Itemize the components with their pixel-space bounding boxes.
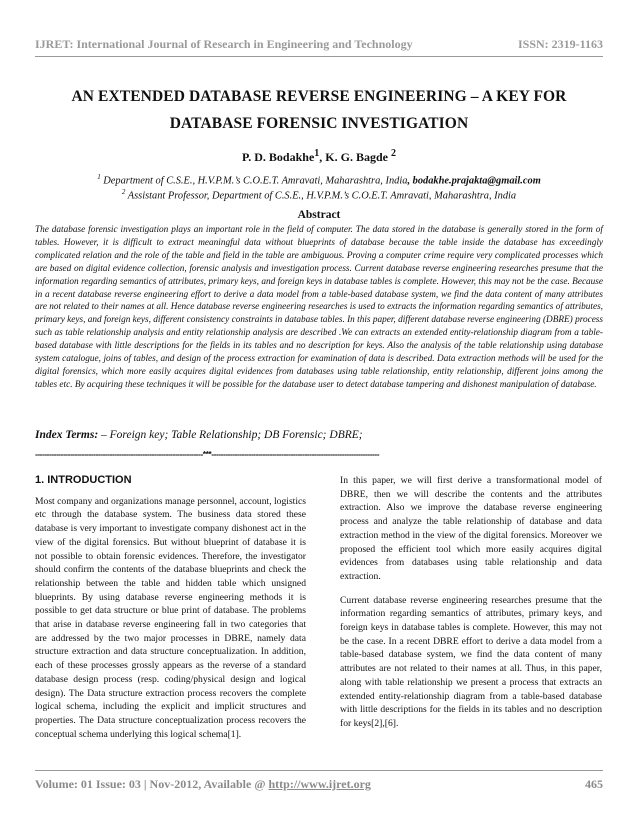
section-separator: ------------------------------------------------------------------------***------------------------------------------------------------------------ <box>35 449 380 459</box>
index-terms <box>35 429 603 441</box>
author-2: K. G. Bagde <box>325 150 388 164</box>
footer-link[interactable]: http://www.ijret.org <box>268 777 371 791</box>
affiliation-2 <box>35 185 603 203</box>
issn: ISSN: 2319-1163 <box>517 37 603 51</box>
index-terms-label: Index Terms: <box>35 429 99 441</box>
authors <box>35 148 603 165</box>
abstract-heading: Abstract <box>297 209 341 221</box>
journal-name: IJRET: International Journal of Research in Engineering and Technology <box>35 37 413 51</box>
index-terms-text: – Foreign key; Table Relationship; DB Forensic; DBRE; <box>98 429 363 441</box>
header-rule <box>35 56 603 57</box>
title-line-2: DATABASE FORENSIC INVESTIGATION <box>169 115 469 132</box>
aff-2-text: Assistant Professor, Department of C.S.E., H.V.P.M.’s C.O.E.T. Amravati, Maharashtra, India <box>125 190 517 202</box>
page-number: 465 <box>585 777 603 791</box>
aff-2-sup: 2 <box>121 188 126 196</box>
aff-1-text: Department of C.S.E., H.V.P.M.’s C.O.E.T. Amravati, Maharashtra, India <box>100 175 408 187</box>
author-2-sup: 2 <box>390 148 396 159</box>
footer-volume-text: Volume: 01 Issue: 03 | Nov-2012, Available @ <box>35 777 269 791</box>
author-sep: , <box>319 150 326 164</box>
author-1: P. D. Bodakhe <box>242 150 315 164</box>
intro-paragraph-1: Most company and organizations manage personnel, account, logistics etc through the database system. The business data stored these database is very important to investigate company dishonest act in the view of the digital forensics. But without blueprint of database it is not possible to obtain forensic evidences. Therefore, the investigator should confirm the contents of the database blueprints and check the relationship between the table and hidden table which unsigned blueprints. By using database reverse engineering methods it is possible to get data structure or blue print of database. The problems that arise in database reverse engineering fall in two categories that are addressed by the two major processes in DBRE, namely data structure extraction and data structure conceptualization. In addition, each of these processes grossly appears as the reverse of a standard database design process (resp. coding/physical design and logical design). The Data structure extraction process recovers the complete logical schema, including the explicit and implicit structures and properties. The Data structure conceptualization process recovers the conceptual schema underlying this logical schema[1]. <box>35 495 306 740</box>
right-column <box>340 474 602 731</box>
abstract-text: The database forensic investigation plays an important role in the field of computer. The data stored in the database is generally stored in the form of tables. However, it is difficult to extract meaningful data without blueprints of database because the table inside the database has exceedingly complicated relation and the role of the table and field in the table are ambiguous. Proving a computer crime require very complicated processes which are based on digital evidence collection, forensic analysis and investigation process. Current database reverse engineering researches presume that the information regarding semantics of attributes, primary keys, and foreign keys in database tables is complete. However, this may not be the case. Because in a recent database reverse engineering effort to derive a data model from a table-based database system, we find the data content of many attributes are not related to their names at all. Hence database reverse engineering researches is used to extracts the information regarding semantics of attributes, primary keys, and foreign keys, different consistency constraints in database tables. In this paper, different database reverse engineering (DBRE) process such as table relationship analysis and entity relationship analysis are described .We can extracts an extended entity-relationship diagram from a table-based database with little descriptions for the fields in its tables and no description for keys. Also the analysis of the table relationship using database system catalogue, joins of tables, and design of the process extraction for examination of data is described. Data extraction methods will be used for the digital forensics, which more easily acquires digital evidences from databases using table relationship, entity relationship, different joins among the tables etc. By acquiring these techniques it will be possible for the database user to detect database tampering and dishonest manipulation of database. <box>35 225 603 390</box>
left-column <box>35 474 306 741</box>
intro-paragraph-3: Current database reverse engineering researches presume that the information regarding semantics of attributes, primary keys, and foreign keys in database tables is complete. However, this may not be the case. In a recent DBRE effort to derive a data model from a table-based database system, we find the data content of many attributes are not related to their names at all. Thus, in this paper, along with table relationship we present a process that extracts an extended entity-relationship diagram from a table-based database with little descriptions for the fields in its tables and no description for keys[2],[6]. <box>340 594 602 729</box>
aff-1-email: , bodakhe.prajakta@gmail.com <box>407 175 541 187</box>
aff-1-sup: 1 <box>97 173 101 181</box>
intro-paragraph-2: In this paper, we will first derive a transformational model of DBRE, then we will describe the contents and the attributes extraction. Also we improve the database reverse engineering process and analyze the table relationship of database and data extraction method in the view of the digital forensics. Moreover we proposed the efficient tool which more easily acquires digital evidences from databases using table relationship and data extraction. <box>340 475 602 582</box>
footer-rule <box>35 770 603 771</box>
author-1-sup: 1 <box>314 148 320 159</box>
section-heading-introduction: 1. INTRODUCTION <box>35 474 132 486</box>
title-line-1: AN EXTENDED DATABASE REVERSE ENGINEERING – A KEY FOR <box>71 88 567 105</box>
footer-volume <box>35 777 371 792</box>
paper-title <box>35 83 603 137</box>
